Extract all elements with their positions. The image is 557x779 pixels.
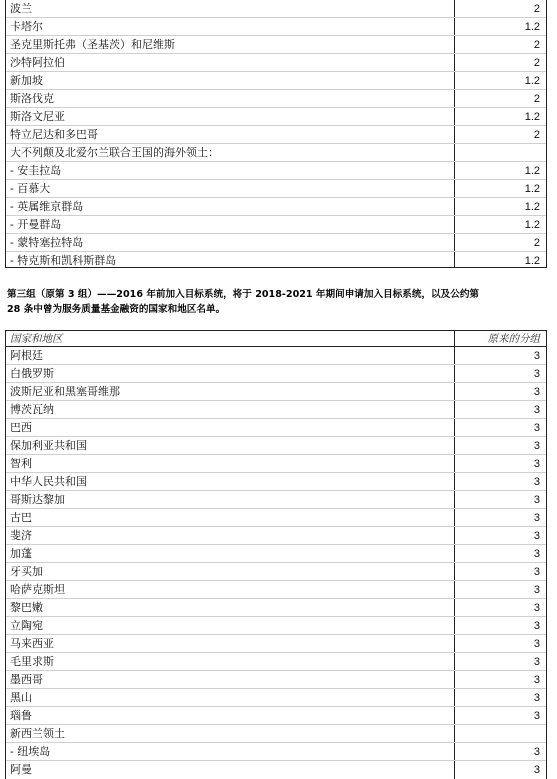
country-name: 圣克里斯托弗（圣基茨）和尼维斯 [10, 38, 175, 51]
group-value: 3 [533, 764, 540, 776]
column-header-group: 原来的分组 [487, 333, 540, 345]
table-row [6, 563, 546, 581]
country-name: - 开曼群岛 [10, 218, 62, 231]
bottom-country-table [5, 330, 547, 779]
table-row [6, 162, 546, 180]
group-value: 3 [533, 692, 540, 704]
table-row [6, 455, 546, 473]
group-value: 3 [533, 566, 540, 578]
country-name: - 特克斯和凯科斯群岛 [10, 254, 117, 267]
country-name: 古巴 [10, 511, 32, 524]
country-name: 斐济 [10, 529, 32, 542]
table-row [6, 635, 546, 653]
table-row [6, 180, 546, 198]
country-name: - 蒙特塞拉特岛 [10, 236, 84, 249]
table-row [6, 198, 546, 216]
table-row [6, 707, 546, 725]
table-row [6, 653, 546, 671]
table-row [6, 527, 546, 545]
group-value: 2 [533, 3, 540, 15]
country-name: 中华人民共和国 [10, 475, 87, 488]
country-name: - 百慕大 [10, 182, 51, 195]
country-name: - 安圭拉岛 [10, 164, 62, 177]
table-row [6, 36, 546, 54]
column-header-country: 国家和地区 [10, 333, 63, 345]
group-value: 1.2 [524, 111, 540, 123]
table-row [6, 491, 546, 509]
group-value: 3 [533, 440, 540, 452]
group-value: 3 [533, 548, 540, 560]
country-name: 斯洛伐克 [10, 92, 54, 105]
heading-line-1: 第三组（原第 3 组）——2016 年前加入目标系统，将于 2018-2021 年期间申请加入目标系统，以及公约第 [7, 289, 480, 300]
table-row [6, 689, 546, 707]
table-row [6, 509, 546, 527]
table-row [6, 365, 546, 383]
group-value: 3 [533, 458, 540, 470]
country-name: 白俄罗斯 [10, 367, 54, 380]
group-value: 3 [533, 602, 540, 614]
group-value: 1.2 [524, 75, 540, 87]
country-name: 哈萨克斯坦 [10, 583, 65, 596]
table-row [6, 419, 546, 437]
table-row [6, 473, 546, 491]
country-name: 新加坡 [10, 74, 43, 87]
group-value: 3 [533, 638, 540, 650]
country-name: 瑙鲁 [10, 709, 32, 722]
heading-line-2: 28 条中曾为服务质量基金融资的国家和地区名单。 [7, 304, 226, 315]
country-name: 立陶宛 [10, 619, 43, 632]
table-row [6, 383, 546, 401]
table-header-row [6, 331, 546, 347]
country-name: 特立尼达和多巴哥 [10, 128, 98, 141]
country-name: 毛里求斯 [10, 655, 54, 668]
table-row [6, 761, 546, 779]
country-name: 保加利亚共和国 [10, 439, 87, 452]
table-row [6, 347, 546, 365]
table-row [6, 437, 546, 455]
country-name: 阿根廷 [10, 349, 43, 362]
country-name: 巴西 [10, 421, 32, 434]
table-row [6, 216, 546, 234]
group-value: 2 [533, 129, 540, 141]
country-name: 加蓬 [10, 547, 32, 560]
table-row [6, 545, 546, 563]
group-value: 3 [533, 512, 540, 524]
group-value: 1.2 [524, 21, 540, 33]
country-name: 沙特阿拉伯 [10, 56, 65, 69]
group-three-heading [7, 287, 549, 317]
group-value: 3 [533, 350, 540, 362]
table-row [6, 617, 546, 635]
country-name: 波斯尼亚和黑塞哥维那 [10, 385, 120, 398]
table-row [6, 234, 546, 252]
country-name: 阿曼 [10, 763, 32, 776]
group-value: 3 [533, 530, 540, 542]
group-value: 3 [533, 494, 540, 506]
table-row [6, 126, 546, 144]
group-value: 3 [533, 620, 540, 632]
table-row [6, 252, 546, 270]
group-value: 3 [533, 656, 540, 668]
group-value: 3 [533, 476, 540, 488]
table-row [6, 144, 546, 162]
group-value: 1.2 [524, 165, 540, 177]
territory-group-label: 新西兰领土 [10, 727, 65, 740]
country-name: 牙买加 [10, 565, 43, 578]
group-value: 3 [533, 422, 540, 434]
table-row [6, 743, 546, 761]
country-name: 马来西亚 [10, 637, 54, 650]
group-value: 3 [533, 674, 540, 686]
group-value: 3 [533, 710, 540, 722]
table-row [6, 581, 546, 599]
country-name: 卡塔尔 [10, 20, 43, 33]
country-name: 斯洛文尼亚 [10, 110, 65, 123]
country-name: 墨西哥 [10, 673, 43, 686]
country-name: 黑山 [10, 691, 32, 704]
country-name: 智利 [10, 457, 32, 470]
table-row [6, 599, 546, 617]
country-name: 波兰 [10, 2, 32, 15]
table-row [6, 401, 546, 419]
table-row [6, 0, 546, 18]
table-row [6, 54, 546, 72]
group-value: 1.2 [524, 183, 540, 195]
top-country-table [5, 0, 547, 268]
table-row [6, 72, 546, 90]
group-value: 3 [533, 368, 540, 380]
group-value: 1.2 [524, 255, 540, 267]
group-value: 2 [533, 57, 540, 69]
country-name: 博茨瓦纳 [10, 403, 54, 416]
country-name: 黎巴嫩 [10, 601, 43, 614]
group-value: 2 [533, 39, 540, 51]
table-row [6, 18, 546, 36]
group-value: 1.2 [524, 219, 540, 231]
table-row [6, 671, 546, 689]
territory-group-label: 大不列颠及北爱尔兰联合王国的海外领土： [10, 146, 219, 159]
group-value: 3 [533, 746, 540, 758]
table-row [6, 90, 546, 108]
group-value: 3 [533, 386, 540, 398]
group-value: 3 [533, 404, 540, 416]
group-value: 2 [533, 93, 540, 105]
country-name: - 纽埃岛 [10, 745, 51, 758]
country-name: 哥斯达黎加 [10, 493, 65, 506]
group-value: 1.2 [524, 201, 540, 213]
group-value: 2 [533, 237, 540, 249]
group-value: 3 [533, 584, 540, 596]
country-name: - 英属维京群岛 [10, 200, 84, 213]
table-row [6, 725, 546, 743]
table-row [6, 108, 546, 126]
